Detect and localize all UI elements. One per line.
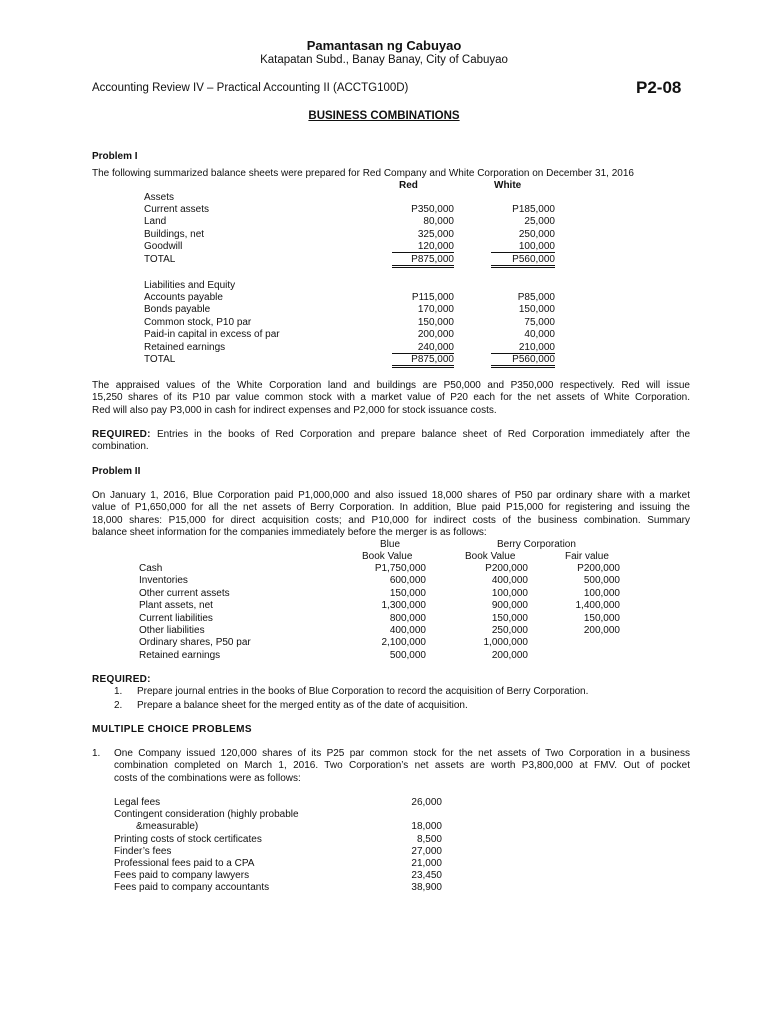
row-label: Bonds payable <box>144 304 211 316</box>
cost-label: &measurable) <box>136 821 199 833</box>
question-line: One Company issued 120,000 shares of its P25 par common stock for the net assets of Two Corporation in a business <box>114 748 690 759</box>
row-label: Cash <box>139 563 163 574</box>
question-number: 1. <box>92 748 101 759</box>
problem2-paragraph <box>92 490 690 540</box>
berry-book-value: 1,000,000 <box>483 637 528 649</box>
blue-book-value: 600,000 <box>389 575 426 587</box>
row-label: TOTAL <box>144 354 176 365</box>
blue-book-value: 150,000 <box>389 587 426 599</box>
white-value: 100,000 <box>491 241 555 253</box>
row-label: Paid-in capital in excess of par <box>144 329 280 341</box>
table-row <box>0 858 768 870</box>
required-item-number: 2. <box>114 700 123 711</box>
red-value: 325,000 <box>417 228 454 240</box>
table-row <box>0 563 768 575</box>
row-label: Current assets <box>144 204 210 215</box>
berry-fair-value: 100,000 <box>583 587 620 599</box>
required-item-number: 1. <box>114 686 123 697</box>
white-value: P85,000 <box>517 292 555 303</box>
table-row <box>0 254 768 266</box>
red-value: 80,000 <box>423 216 454 228</box>
table-row <box>0 797 768 809</box>
red-value: P875,000 <box>392 254 454 268</box>
assets-label: Assets <box>144 192 175 203</box>
table-row <box>0 241 768 253</box>
cost-value: 18,000 <box>411 821 442 833</box>
row-label: TOTAL <box>144 253 176 265</box>
row-label: Land <box>144 216 167 228</box>
table-row <box>0 304 768 316</box>
table-row <box>0 588 768 600</box>
blue-book-value: 1,300,000 <box>381 600 426 612</box>
white-value: P560,000 <box>491 354 555 368</box>
red-value: P350,000 <box>411 204 454 215</box>
red-value: 200,000 <box>417 329 454 341</box>
problem1-paragraph <box>92 380 690 417</box>
cost-value: 38,900 <box>411 882 442 894</box>
berry-fair-value: P200,000 <box>577 563 620 574</box>
sub-blue-book-value: Book Value <box>362 551 413 562</box>
berry-book-value: 900,000 <box>491 600 528 612</box>
table-row <box>0 204 768 216</box>
red-value: 120,000 <box>392 241 454 253</box>
question-text <box>114 748 690 785</box>
table-row <box>0 870 768 882</box>
school-name: Pamantasan ng Cabuyao <box>306 38 462 53</box>
cost-label: Contingent consideration (highly probable <box>114 809 299 821</box>
blue-book-value: P1,750,000 <box>374 563 426 574</box>
sub-berry-fair-value: Fair value <box>565 551 609 562</box>
table-row <box>0 329 768 341</box>
white-value: 40,000 <box>524 329 555 341</box>
berry-fair-value: 500,000 <box>583 575 620 587</box>
paragraph-line: 15,250 shares of its P10 par value common stock with a market value of P20 each for the net assets of White Corporation. <box>92 392 690 404</box>
white-value: P560,000 <box>491 254 555 268</box>
red-value: P115,000 <box>411 292 454 303</box>
row-label: Inventories <box>139 575 188 587</box>
table-row <box>0 882 768 894</box>
berry-book-value: 150,000 <box>491 612 528 624</box>
paragraph-line: On January 1, 2016, Blue Corporation paid P1,000,000 and also issued 18,000 shares of P50 par ordinary share with a market <box>92 490 690 501</box>
table-row <box>0 317 768 329</box>
question-line: costs of the combinations were as follows: <box>114 772 301 784</box>
berry-fair-value: 1,400,000 <box>575 600 620 612</box>
paragraph-line: balance sheet information for the companies immediately before the merger is as follows: <box>92 527 487 539</box>
cost-value: 21,000 <box>411 858 442 869</box>
sub-berry-book-value: Book Value <box>465 551 516 562</box>
blue-book-value: 400,000 <box>389 625 426 636</box>
table-row <box>0 809 768 821</box>
cost-label: Fees paid to company lawyers <box>114 870 250 882</box>
col-white-header: White <box>494 180 522 191</box>
cost-value: 23,450 <box>411 870 442 882</box>
table-row <box>0 354 768 366</box>
white-value: 150,000 <box>518 304 555 316</box>
row-label: Other current assets <box>139 587 230 599</box>
white-value: 250,000 <box>518 228 555 240</box>
problem2-heading: Problem II <box>92 466 141 477</box>
col-berry-header: Berry Corporation <box>497 539 576 550</box>
required-line <box>92 429 690 441</box>
red-value: 170,000 <box>417 304 454 316</box>
paragraph-line: Red will also pay P3,000 in cash for indirect expenses and P2,000 for stock issuance costs. <box>92 404 497 416</box>
row-label: Plant assets, net <box>139 600 213 612</box>
paragraph-line: value of P1,650,000 for all the net assets of Berry Corporation. In addition, Blue paid P15,000 for registering and issuing the <box>92 502 690 514</box>
berry-book-value: 400,000 <box>491 575 528 587</box>
table-row <box>0 600 768 612</box>
berry-fair-value: 200,000 <box>583 625 620 636</box>
table-row <box>0 637 768 649</box>
cost-value: 27,000 <box>411 845 442 857</box>
table-row <box>0 575 768 587</box>
document-title: BUSINESS COMBINATIONS <box>308 110 460 122</box>
required-line: combination. <box>92 441 149 453</box>
row-label: Buildings, net <box>144 228 205 240</box>
row-label: Current liabilities <box>139 612 213 624</box>
berry-book-value: 200,000 <box>491 649 528 661</box>
table-row <box>0 342 768 354</box>
cost-label: Printing costs of stock certificates <box>114 833 262 845</box>
course-title: Accounting Review IV – Practical Accounting II (ACCTG100D) <box>92 82 409 94</box>
problem1-heading: Problem I <box>92 151 138 162</box>
table-row <box>0 821 768 833</box>
liabilities-label: Liabilities and Equity <box>144 280 236 291</box>
row-label: Common stock, P10 par <box>144 316 252 328</box>
cost-label: Professional fees paid to a CPA <box>114 858 255 869</box>
table-row <box>0 625 768 637</box>
required-item-text: Prepare journal entries in the books of Blue Corporation to record the acquisition of Berry Corporation. <box>137 686 589 697</box>
cost-value: 26,000 <box>411 797 442 808</box>
red-value: 150,000 <box>417 316 454 328</box>
cost-label: Legal fees <box>114 797 161 808</box>
row-label: Ordinary shares, P50 par <box>139 637 251 649</box>
table-row <box>0 834 768 846</box>
berry-fair-value: 150,000 <box>583 612 620 624</box>
row-label: Other liabilities <box>139 625 205 636</box>
paragraph-line: 18,000 shares: P15,000 for direct acquisition costs; and P10,000 for indirect costs of the business combination. Summary <box>92 514 690 526</box>
berry-book-value: 250,000 <box>491 625 528 636</box>
question-line: combination completed on March 1, 2016. Two Corporation’s net assets are worth P3,800,000 at FMV. Out of pocket <box>114 760 690 772</box>
row-label: Retained earnings <box>139 649 221 661</box>
table-row <box>0 846 768 858</box>
problem2-required-label: REQUIRED: <box>92 674 151 685</box>
red-value: P875,000 <box>392 354 454 368</box>
blue-book-value: 500,000 <box>389 649 426 661</box>
row-label: Goodwill <box>144 241 183 253</box>
row-label: Accounts payable <box>144 292 223 303</box>
white-value: 75,000 <box>524 316 555 328</box>
cost-label: Finder’s fees <box>114 845 172 857</box>
table-row <box>0 292 768 304</box>
table-row <box>0 229 768 241</box>
problem1-required <box>92 429 690 454</box>
required-label: REQUIRED: <box>92 429 151 440</box>
table-row <box>0 613 768 625</box>
required-item-text: Prepare a balance sheet for the merged entity as of the date of acquisition. <box>137 700 468 711</box>
cost-label: Fees paid to company accountants <box>114 882 270 894</box>
white-value: P185,000 <box>512 204 555 215</box>
berry-book-value: 100,000 <box>491 587 528 599</box>
mcq-heading: MULTIPLE CHOICE PROBLEMS <box>92 724 252 735</box>
cost-value: 8,500 <box>416 833 442 845</box>
school-address: Katapatan Subd., Banay Banay, City of Cabuyao <box>260 54 508 66</box>
row-label: Retained earnings <box>144 341 226 353</box>
blue-book-value: 800,000 <box>389 612 426 624</box>
col-blue-header: Blue <box>380 539 401 550</box>
red-value: 240,000 <box>392 342 454 354</box>
blue-book-value: 2,100,000 <box>381 637 426 649</box>
table-row <box>0 216 768 228</box>
problem1-intro: The following summarized balance sheets were prepared for Red Company and White Corporation on December 31, 2016 <box>92 168 634 179</box>
berry-book-value: P200,000 <box>485 563 528 574</box>
white-value: 25,000 <box>524 216 555 228</box>
col-red-header: Red <box>399 180 418 191</box>
table-row <box>0 650 768 662</box>
handout-code: P2-08 <box>636 78 682 97</box>
white-value: 210,000 <box>491 342 555 354</box>
paragraph-line: The appraised values of the White Corporation land and buildings are P50,000 and P350,000 respectively. Red will issue <box>92 380 690 391</box>
required-text: Entries in the books of Red Corporation and prepare balance sheet of Red Corporation immediately after the <box>150 429 690 440</box>
